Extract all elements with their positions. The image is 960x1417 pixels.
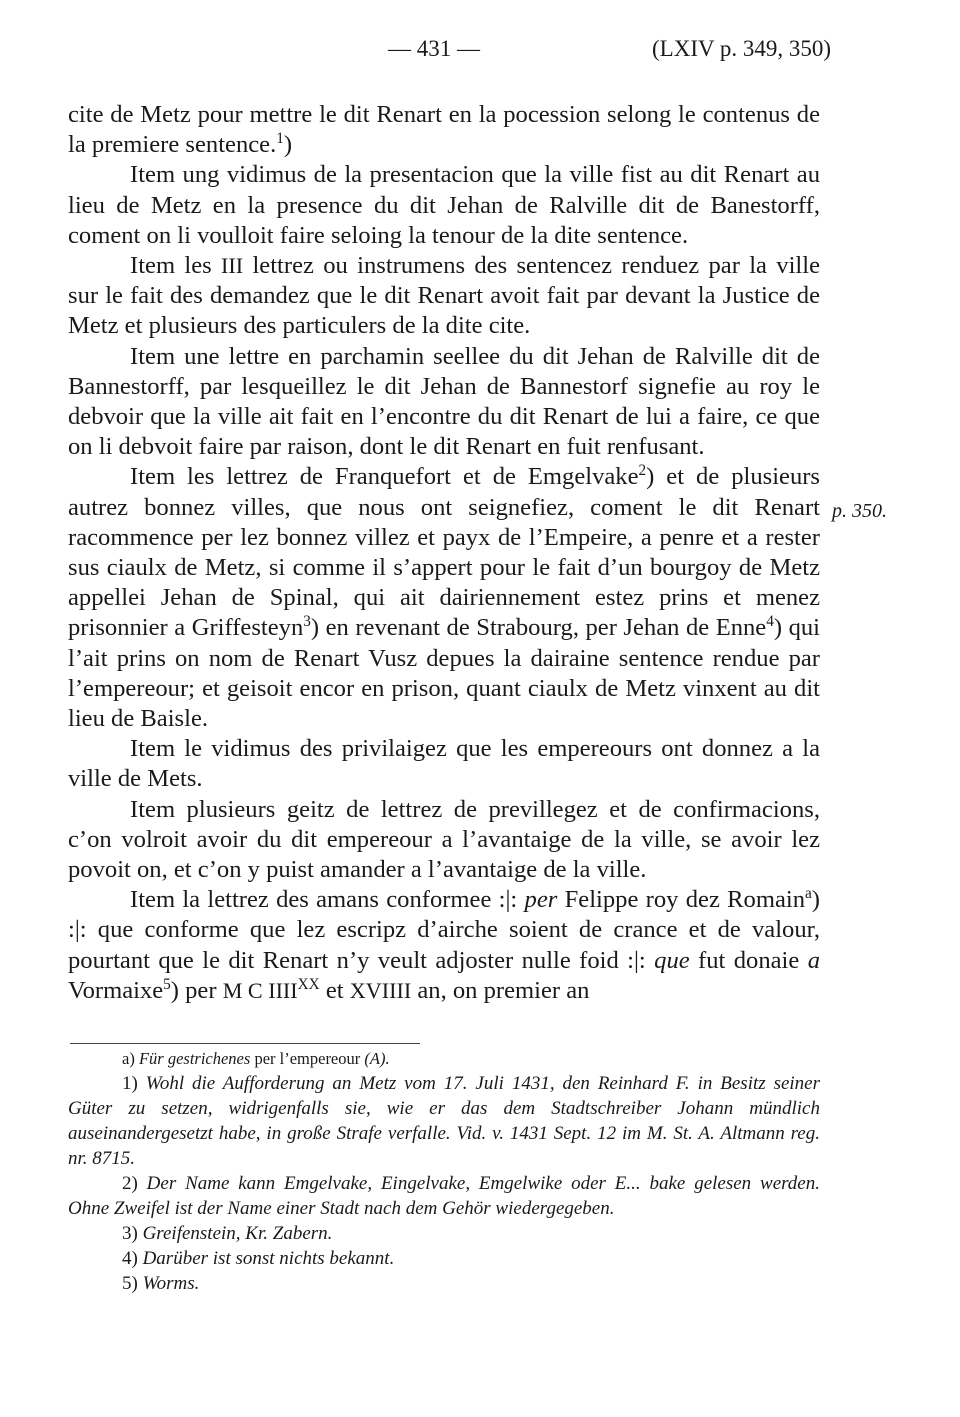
footnote-text: Worms. [142,1273,200,1294]
text-run: ) [283,131,293,159]
text-run: ) en revenant de Strabourg, per Jehan de Enne [310,614,767,642]
paragraph-item-previllegez: Item plusieurs geitz de lettrez de previllegez et de confirmacions, c’on volroit avoir du dit empereour a l’avantaige de la ville, se avoir lez povoit on, et c’on y puist amander a l’avantaige de la ville. [68,795,820,884]
paragraph-item-privilaigez: Item le vidimus des privilaigez que les empereours ont donnez a la ville de Mets. [68,735,820,793]
text-run: et [325,976,344,1004]
footnote-divider [70,1043,420,1044]
paragraph-item-parchamin: Item une lettre en parchamin seellee du dit Jehan de Ralville dit de Bannestorff, par lesqueillez le dit Jehan de Bannestorf signefie au roy le debvoir que la ville ait fait en l’encontre du dit Renart de lui a faire, ce que on li debvoit faire par raison, dont le dit Renart en fuit renfusant. [68,342,820,461]
italic-text: a [807,946,820,974]
text-run: per l’empereour [254,1049,361,1068]
footnote-ref-5: 5 [163,975,171,993]
roman-numeral: XVIIII [349,977,412,1003]
text-run: Vormaixe [68,976,164,1004]
footnote-a [68,1046,820,1071]
footnote-2 [68,1171,820,1221]
footnote-label: 3) [122,1223,138,1244]
italic-text: que [654,946,690,974]
text-run: ) qui l’ait prins on nom de Renart Vusz depues la dairaine sentence rendue par l’empereour; et geisoit encor en prison, quant ciaulx de Metz vinxent au dit lieu de Baisle. [68,614,821,733]
footnote-4 [68,1246,820,1271]
text-run: Item les lettrez de Franquefort et de Emgelvake [130,463,639,491]
paragraph-item-franquefort [68,462,820,734]
footnote-label: a) [122,1049,135,1068]
text-run: lettrez ou instrumens des sentencez renduez par la ville sur le fait des demandez que le dit Renart avoit fait par devant la Justice de Metz et plusieurs des particulers de la dite cite. [68,252,820,340]
footnote-ref-a: a [805,885,812,903]
text-run: Item la lettrez des amans conformee :|: [130,886,518,914]
footnote-ref-4: 4 [766,613,774,631]
paragraph-item-lettrez [68,251,820,342]
text-run: ) :|: que conforme que lez escripz d’airche soient de crance et de valour, pourtant que le dit Renart n’y veult adjoster nulle foid :|: [68,886,820,974]
margin-page-marker: p. 350. [832,500,887,522]
italic-text: per [524,886,558,914]
paragraph-item-vidimus: Item ung vidimus de la presentacion que la ville fist au dit Renart au lieu de Metz en la presence du dit Jehan de Ralville dit de Banestorff, coment on li voulloit faire seloing la tenour de la dite sentence. [68,161,820,249]
footnotes [68,1046,820,1296]
roman-numeral-sup: XX [297,975,320,993]
footnote-ref-3: 3 [303,613,311,631]
text-run: ) per [170,976,217,1004]
footnote-label: 4) [122,1248,138,1269]
italic-text: (A). [364,1049,390,1068]
source-reference: (LXIV p. 349, 350) [652,36,832,61]
roman-numeral: III [221,253,244,279]
footnote-1 [68,1071,820,1171]
footnote-ref-1: 1 [276,130,284,148]
footnote-text: Der Name kann Emgelvake, Eingelvake, Emgelwike oder E... bake gelesen werden. Ohne Zweifel ist der Name einer Stadt nach dem Gehör wiedergegeben. [68,1173,820,1219]
text-run: Felippe roy dez Romain [564,886,806,914]
footnote-text: Wohl die Aufforderung an Metz vom 17. Juli 1431, den Reinhard F. in Besitz seiner Güter zu setzen, widrigenfalls sie, wie er das dem Stadtschreiber Johann mündlich auseinandergesetzt habe, in große Strafe verfalle. Vid. v. 1431 Sept. 12 im M. St. A. Altmann reg. nr. 8715. [68,1073,821,1169]
footnote-5 [68,1271,820,1296]
italic-text: Für gestrichenes [138,1049,251,1068]
footnote-text: Greifenstein, Kr. Zabern. [142,1223,333,1244]
page-number: — 431 — [388,36,480,61]
paragraph-continuation [68,100,820,160]
text-run: fut donaie [698,946,800,974]
text-run: cite de Metz pour mettre le dit Renart en la pocession selong le contenus de la premiere sentence. [68,101,820,159]
text-run: an, on premier an [417,976,590,1004]
roman-numeral: M C IIII [222,977,298,1003]
running-header [0,36,960,76]
footnote-label: 5) [122,1273,138,1294]
footnote-label: 1) [122,1073,138,1094]
footnote-text: Darüber ist sonst nichts bekannt. [142,1248,395,1269]
footnote-3 [68,1221,820,1246]
paragraph-item-amans [68,885,820,1006]
text-run: ) et de plusieurs autrez bonnez villes, que nous ont seignefiez, coment le dit Renart racommence per lez bonnez villez et payx de l’Empeire, a penre et a rester sus ciaulx de Metz, si comme il s’appert pour le fait d’un bourgoy de Metz appellei Jehan de Spinal, qui ait dairiennement estez prins et menez prisonnier a Griffesteyn [68,463,821,642]
footnote-label: 2) [122,1173,138,1194]
main-text [68,100,820,1006]
footnote-ref-2: 2 [638,462,647,480]
text-run: Item les [130,252,212,280]
